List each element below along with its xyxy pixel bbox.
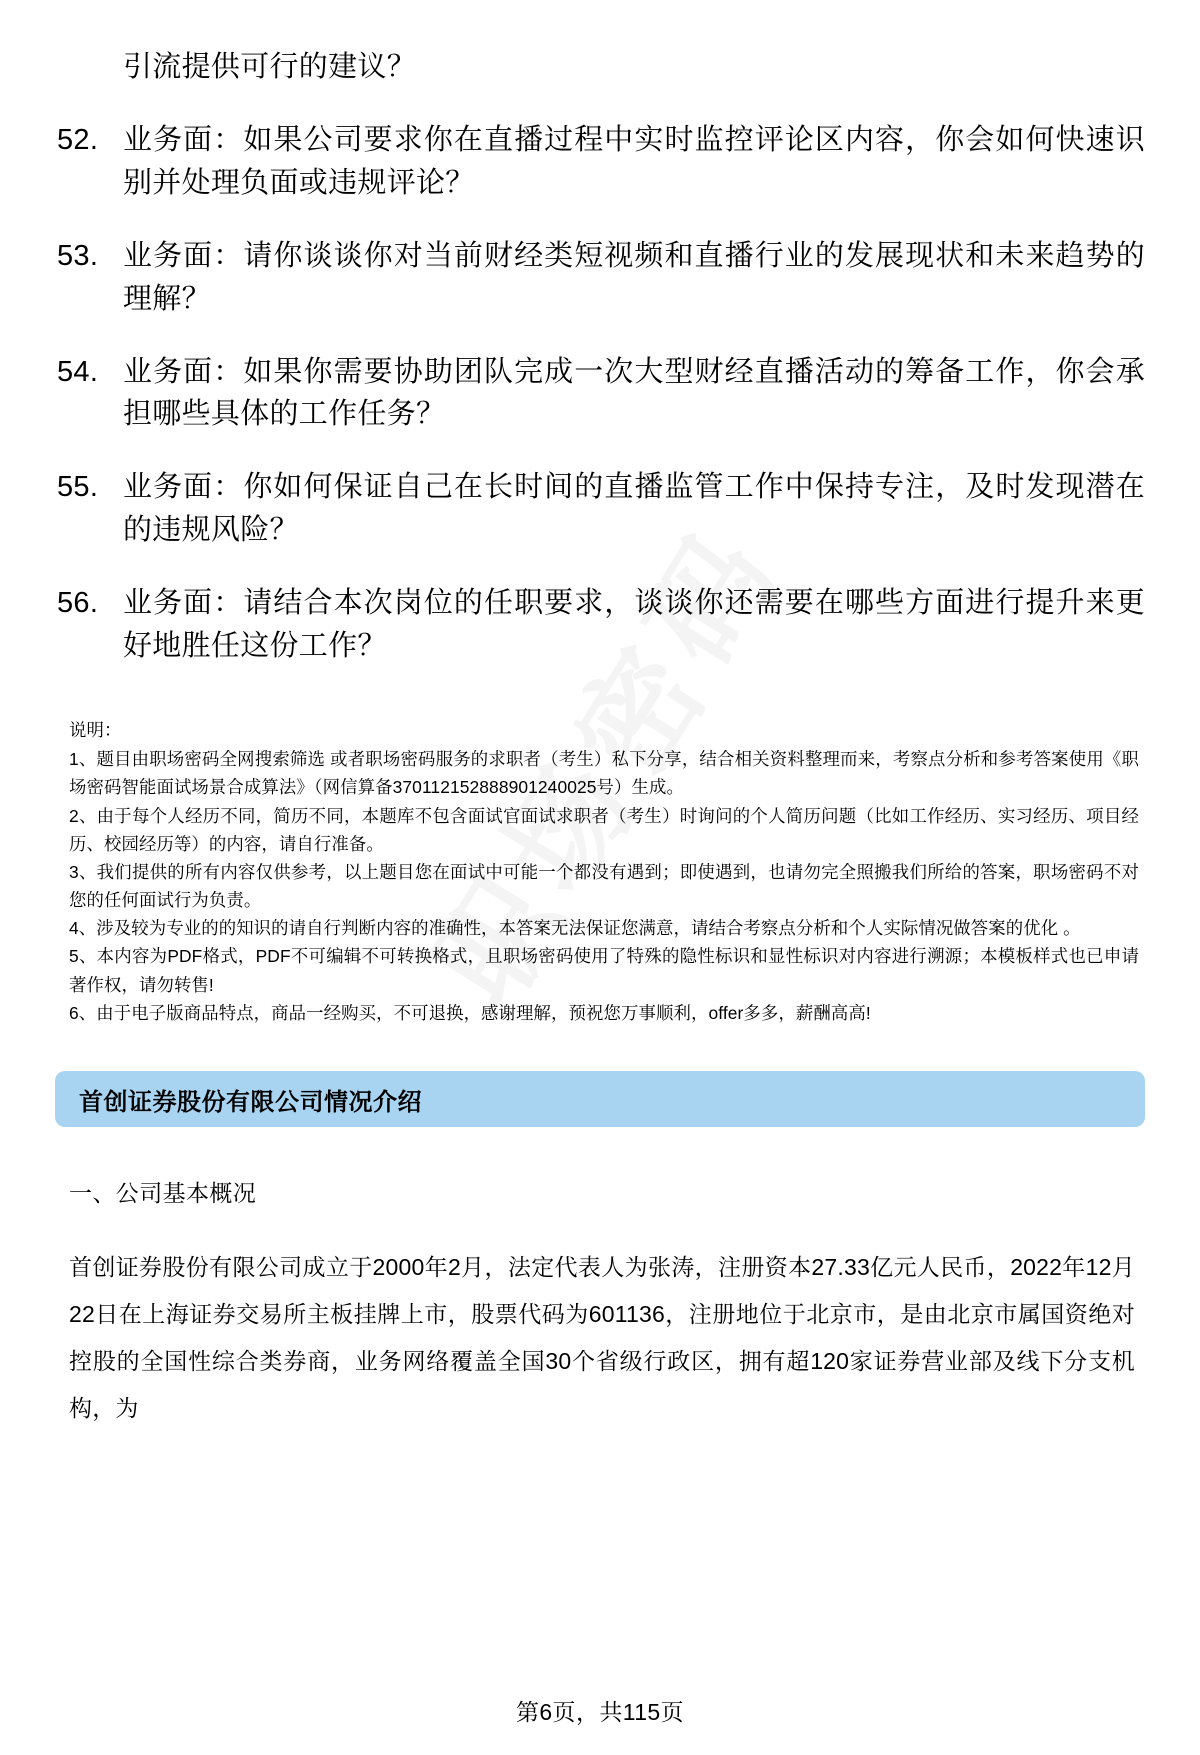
question-text: 业务面：如果公司要求你在直播过程中实时监控评论区内容，你会如何快速识别并处理负面或违规评论？ (123, 123, 1145, 199)
question-item-54 (55, 351, 1145, 437)
company-overview-paragraph: 首创证券股份有限公司成立于2000年2月，法定代表人为张涛，注册资本27.33亿元人民币，2022年12月22日在上海证券交易所主板挂牌上市，股票代码为601136，注册地位于北京市，是由北京市属国资绝对控股的全国性综合类券商，业务网络覆盖全国30个省级行政区，拥有超120家证券营业部及线下分支机构，为 (69, 1254, 1135, 1422)
company-section-heading: 一、公司基本概况 (69, 1180, 257, 1207)
company-banner-title: 首创证券股份有限公司情况介绍 (79, 1088, 422, 1116)
note-line-1: 1、题目由职场密码全网搜索筛选 或者职场密码服务的求职者（考生）私下分享，结合相关资料整理而来，考察点分析和参考答案使用《职场密码智能面试场景合成算法》（网信算备370112152888901240025号）生成。 (69, 749, 1139, 798)
question-continued-line: 引流提供可行的建议？ (123, 51, 417, 83)
company-banner (55, 1071, 1145, 1127)
question-item-53 (55, 235, 1145, 321)
question-number: 55. (57, 471, 99, 504)
note-line-2: 2、由于每个人经历不同，简历不同，本题库不包含面试官面试求职者（考生）时询问的个人简历问题（比如工作经历、实习经历、项目经历、校园经历等）的内容，请自行准备。 (69, 805, 1139, 854)
question-number: 54. (57, 355, 99, 388)
page-footer: 第6页，共115页 (515, 1699, 685, 1725)
question-text: 业务面：请结合本次岗位的任职要求，谈谈你还需要在哪些方面进行提升来更好地胜任这份工作？ (123, 587, 1145, 663)
notes-block (55, 716, 1145, 1027)
question-item-56 (55, 582, 1145, 668)
note-line-6: 6、由于电子版商品特点，商品一经购买，不可退换，感谢理解，预祝您万事顺利，offer多多，薪酬高高! (69, 1002, 871, 1023)
question-text: 业务面：你如何保证自己在长时间的直播监管工作中保持专注，及时发现潜在的违规风险？ (123, 471, 1145, 547)
question-text: 业务面：如果你需要协助团队完成一次大型财经直播活动的筹备工作，你会承担哪些具体的工作任务？ (123, 355, 1145, 431)
question-number: 56. (57, 587, 99, 620)
note-line-4: 4、涉及较为专业的的知识的请自行判断内容的准确性，本答案无法保证您满意，请结合考察点分析和个人实际情况做答案的优化 。 (69, 918, 1081, 939)
question-item-52 (55, 119, 1145, 205)
notes-title: 说明： (69, 719, 122, 740)
question-text: 业务面：请你谈谈你对当前财经类短视频和直播行业的发展现状和未来趋势的理解？ (123, 239, 1145, 315)
note-line-5: 5、本内容为PDF格式，PDF不可编辑不可转换格式，且职场密码使用了特殊的隐性标识和显性标识对内容进行溯源；本模板样式也已申请著作权，请勿转售! (69, 946, 1139, 995)
note-line-3: 3、我们提供的所有内容仅供参考，以上题目您在面试中可能一个都没有遇到；即使遇到，也请勿完全照搬我们所给的答案，职场密码不对您的任何面试行为负责。 (69, 861, 1139, 911)
question-number: 53. (57, 239, 99, 272)
question-item-55 (55, 466, 1145, 552)
question-number: 52. (57, 123, 99, 156)
